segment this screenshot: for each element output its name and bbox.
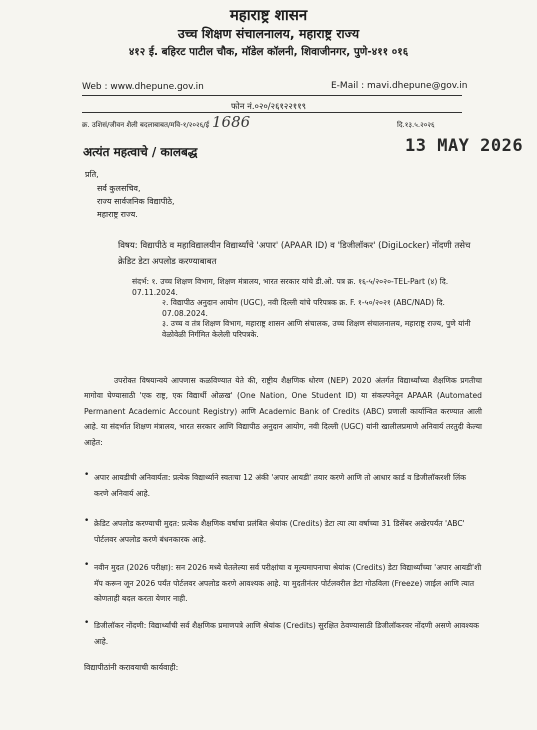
bullet-icon: • [84, 560, 90, 570]
website-text: Web : www.dhepune.gov.in [82, 82, 204, 92]
recipient-line: राज्य सार्वजनिक विद्यापीठे, [97, 197, 175, 206]
list-item-text: क्रेडिट अपलोड करण्याची मुदत: प्रत्येक शैक्षणिक वर्षाचा प्रलंबित श्रेयांक (Credits) डेटा त्या त्या वर्षाच्या 31 डिसेंबर अखेरपर्यंत 'ABC' पोर्टलवर अपलोड करणे बंधनकारक आहे. [94, 519, 465, 544]
reference-date: दि.१३.५.२०२६ [397, 121, 435, 129]
reference-list [132, 277, 477, 341]
recipient-line: सर्व कुलसचिव, [97, 184, 141, 193]
header-divider [82, 95, 462, 96]
date-stamp: 13 MAY 2026 [405, 136, 524, 156]
reference-number: क्र. उशिसं/जीवन शैली बदलाबाबत/मवि-१/२०२६/ई [82, 121, 210, 129]
recipient-line: महाराष्ट्र राज्य. [97, 210, 138, 219]
department-name: उच्च शिक्षण संचालनालय, महाराष्ट्र राज्य [177, 26, 360, 41]
list-item-text: डिजीलॉकर नोंदणी: विद्यार्थ्यांची सर्व शैक्षणिक प्रमाणपत्रे आणि श्रेयांक (Credits) सुरक्षित ठेवण्यासाठी डिजीलॉकरवर नोंदणी असणे आवश्यक आहे. [94, 621, 479, 646]
subject-line: विषय: विद्यापीठे व महाविद्यालयीन विद्यार्थ्यांचे 'अपार' (APAAR ID) व 'डिजीलॉकर' (DigiLocker) नोंदणी तसेच क्रेडिट डेटा अपलोड करण्याबाबत [118, 241, 471, 267]
handwritten-outward-number: 1686 [212, 113, 251, 131]
intro-paragraph: उपरोक्त विषयान्वये आपणास कळविण्यात येते की, राष्ट्रीय शैक्षणिक धोरण (NEP) 2020 अंतर्गत विद्यार्थ्यांच्या शैक्षणिक प्रगतीचा मागोवा घेण्यासाठी 'एक राष्ट्र, एक विद्यार्थी ओळख' (One Nation, One Student ID) या संकल्पनेतून APAAR (Automated Permanent Academic Account Registry) आणि Academic Bank of Credits (ABC) प्रणाली कार्यान्वित करण्यात आली आहे. या संदर्भात शिक्षण मंत्रालय, भारत सरकार आणि विद्यापीठ अनुदान आयोग, नवी दिल्ली (UGC) यांनी खालीलप्रमाणे अनिवार्य तरतुदी केल्या आहेत: [84, 376, 482, 447]
email-text: E-Mail : mavi.dhepune@gov.in [331, 81, 468, 91]
action-heading: विद्यापीठांनी करावयाची कार्यवाही: [84, 663, 179, 672]
government-title: महाराष्ट्र शासन [229, 6, 308, 24]
bullet-icon: • [84, 470, 90, 480]
phone-divider [82, 112, 462, 113]
office-address: ४१२ ई. बहिरट पाटील चौक, मॉडेल कॉलनी, शिवाजीनगर, पुणे-४११ ०१६ [128, 46, 409, 58]
reference-item: २. विद्यापीठ अनुदान आयोग (UGC), नवी दिल्ली यांचे परिपत्रक क्र. F. १-५०/२०२१ (ABC/NAD) दि. 07.08.2024. [162, 298, 445, 318]
reference-item: संदर्भ: १. उच्च शिक्षण विभाग, शिक्षण मंत्रालय, भारत सरकार यांचे डी.ओ. पत्र क्र. १६-५/२०२०-TEL-Part (४) दि. 07.11.2024. [132, 277, 449, 297]
urgency-heading: अत्यंत महत्वाचे / कालबद्ध [83, 145, 198, 159]
bullet-icon: • [84, 618, 90, 628]
phone-number: फोन नं.०२०/२६१२२११९ [230, 102, 307, 112]
list-item-text: अपार आयडीची अनिवार्यता: प्रत्येक विद्यार्थ्याने स्वतःचा 12 अंकी 'अपार आयडी' तयार करणे आणि तो आधार कार्ड व डिजीलॉकरशी लिंक करणे अनिवार्य आहे. [94, 473, 467, 498]
list-item-text: नवीन मुदत (2026 परीक्षा): सन 2026 मध्ये घेतलेल्या सर्व परीक्षांचा व मूल्यमापनाचा श्रेयांक (Credits) डेटा विद्यार्थ्यांच्या 'अपार आयडी'शी मॅप करून जून 2026 पर्यंत पोर्टलवर अपलोड करणे आवश्यक आहे. या मुदतीनंतर पोर्टलवरील डेटा गोठविला (Freeze) जाईल आणि त्यात कोणताही बदल करता येणार नाही. [94, 563, 482, 604]
recipient-salutation: प्रति, [85, 170, 99, 179]
reference-item: ३. उच्च व तंत्र शिक्षण विभाग, महाराष्ट्र शासन आणि संचालक, उच्च शिक्षण संचालनालय, महाराष्ट्र राज्य, पुणे यांनी वेळोवेळी निर्गमित केलेली परिपत्रके. [162, 319, 471, 339]
bullet-icon: • [84, 516, 90, 526]
